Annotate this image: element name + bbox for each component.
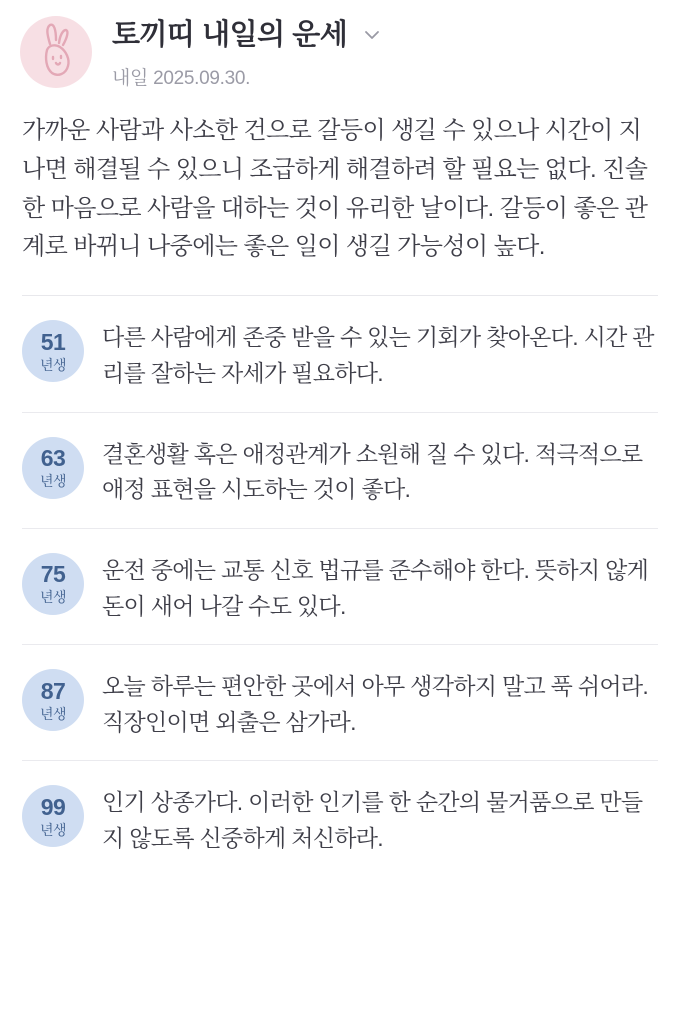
year-badge-label: 년생 [39, 821, 67, 838]
year-fortune-text: 운전 중에는 교통 신호 법규를 준수해야 한다. 뜻하지 않게 돈이 새어 나갈 수도 있다. [102, 556, 649, 619]
year-badge-number: 87 [40, 677, 66, 704]
year-badge [22, 553, 84, 615]
rabbit-avatar [20, 16, 92, 88]
year-fortune-text: 다른 사람에게 존중 받을 수 있는 기회가 찾아온다. 시간 관리를 잘하는 자세가 필요하다. [102, 324, 654, 386]
list-item[interactable] [22, 761, 658, 876]
header-text-block [92, 12, 383, 90]
year-badge-number: 51 [40, 328, 66, 355]
year-badge-label: 년생 [39, 473, 67, 490]
summary-text: 가까운 사람과 사소한 건으로 갈등이 생길 수 있으나 시간이 지나면 해결될 수 있으니 조급하게 해결하려 할 필요는 없다. 진솔한 마음으로 사람을 대하는 것이 유리한 날이다. 갈등이 좋은 관계로 바뀌니 나중에는 좋은 일이 생길 가능성이 높다. [22, 116, 648, 261]
page-header [0, 0, 680, 90]
title-row [112, 18, 383, 53]
year-badge-label: 년생 [39, 589, 67, 606]
year-badge [22, 320, 84, 382]
year-badge-number: 75 [40, 561, 66, 588]
year-badge [22, 785, 84, 847]
chevron-down-icon[interactable] [361, 24, 383, 46]
year-fortune-text: 결혼생활 혹은 애정관계가 소원해 질 수 있다. 적극적으로 애정 표현을 시도하는 것이 좋다. [102, 440, 643, 503]
list-item[interactable] [22, 296, 658, 412]
page-title: 토끼띠 내일의 운세 [112, 19, 348, 51]
year-list [0, 296, 680, 876]
year-badge [22, 669, 84, 731]
year-badge-number: 99 [40, 793, 66, 820]
year-fortune-text: 인기 상종가다. 이러한 인기를 한 순간의 물거품으로 만들지 않도록 신중하게 처신하라. [102, 789, 643, 852]
year-badge-label: 년생 [39, 356, 67, 373]
date-subtitle: 내일 2025.09.30. [112, 67, 251, 89]
year-badge [22, 437, 84, 499]
list-item[interactable] [22, 645, 658, 761]
year-badge-number: 63 [40, 445, 66, 472]
year-badge-label: 년생 [39, 705, 67, 722]
list-item[interactable] [22, 529, 658, 645]
year-fortune-text: 오늘 하루는 편안한 곳에서 아무 생각하지 말고 푹 쉬어라. 직장인이면 외출은 삼가라. [102, 673, 649, 735]
list-item[interactable] [22, 413, 658, 529]
